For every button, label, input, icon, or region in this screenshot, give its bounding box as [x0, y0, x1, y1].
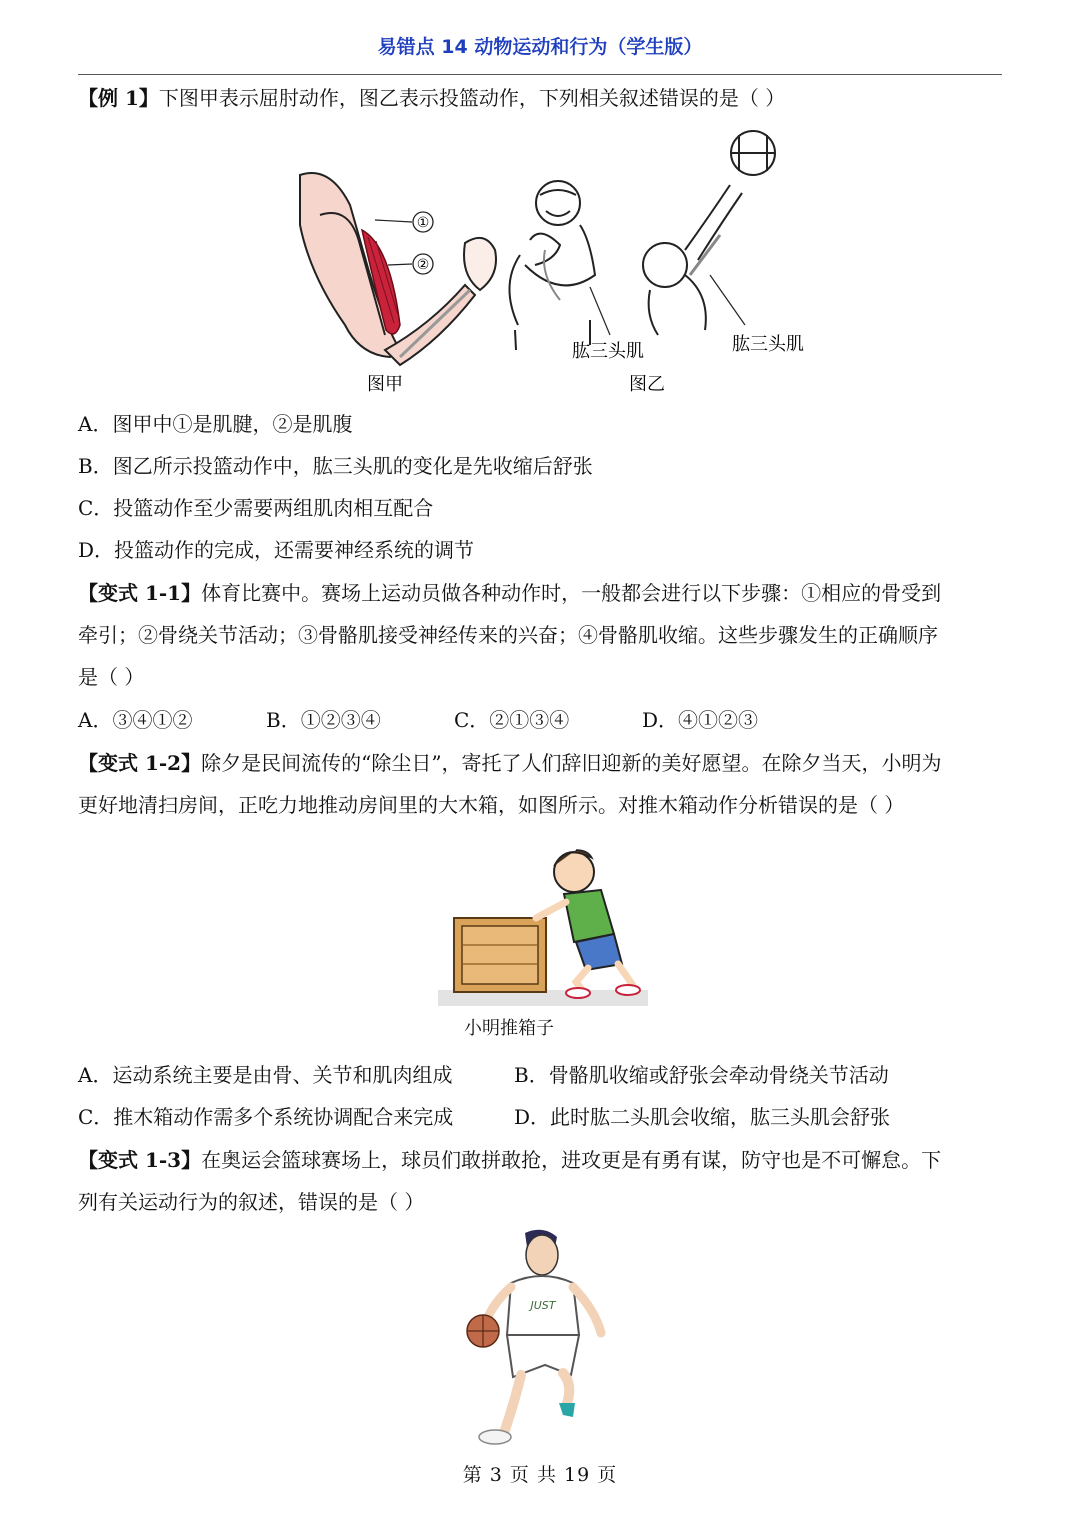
example1-stem: [78, 84, 785, 112]
variant1-3-line-2: 列有关运动行为的叙述，错误的是（ ）: [78, 1190, 425, 1214]
variant1-2-line-2: 更好地清扫房间，正吃力地推动房间里的大木箱，如图所示。对推木箱动作分析错误的是（ ）: [78, 793, 905, 817]
variant1-1-option-d: D．④①②③: [642, 708, 759, 732]
variant1-2-option-c: C．推木箱动作需多个系统协调配合来完成: [78, 1105, 454, 1129]
variant1-2-tag: 【变式 1-2】: [78, 751, 202, 775]
example1-tag: 【例 1】: [78, 86, 159, 110]
variant1-3-line-1: [78, 1146, 941, 1174]
triceps-label-right: 肱三头肌: [732, 334, 804, 355]
boy-pushing-box-figure: [436, 842, 651, 1007]
variant1-2-option-d: D．此时肱二头肌会收缩，肱三头肌会舒张: [514, 1105, 891, 1129]
variant1-2-text-1: 除夕是民间流传的“除尘日”，寄托了人们辞旧迎新的美好愿望。在除夕当天，小明为: [201, 751, 942, 775]
variant1-2-option-a: A．运动系统主要是由骨、关节和肌肉组成: [78, 1063, 453, 1087]
shirt-text: JUST: [530, 1299, 556, 1312]
example1-question: 下图甲表示屈肘动作，图乙表示投篮动作，下列相关叙述错误的是（ ）: [158, 86, 786, 110]
example1-option-c: C．投篮动作至少需要两组肌肉相互配合: [78, 496, 434, 520]
marker-1: ①: [416, 215, 430, 231]
variant1-2-option-b: B．骨骼肌收缩或舒张会牵动骨绕关节活动: [514, 1063, 889, 1087]
page-header: [78, 30, 1002, 75]
shooting-player-2: [643, 131, 775, 335]
boy-xiaoming: [536, 850, 640, 998]
variant1-3-text-1: 在奥运会篮球赛场上，球员们敢拼敢抢，进攻更是有勇有谋，防守也是不可懈怠。下: [201, 1148, 942, 1172]
variant1-1-option-c: C．②①③④: [454, 708, 570, 732]
triceps-label-left: 肱三头肌: [572, 341, 644, 362]
variant1-1-line-2: 牵引；②骨绕关节活动；③骨骼肌接受神经传来的兴奋；④骨骼肌收缩。这些步骤发生的正确顺序: [78, 623, 938, 647]
variant1-1-tag: 【变式 1-1】: [78, 581, 202, 605]
example1-option-a: A．图甲中①是肌腱，②是肌腹: [78, 412, 353, 436]
example1-figure: [290, 125, 820, 400]
variant1-2-line-1: [78, 749, 942, 777]
wooden-box: [454, 918, 546, 992]
flexed-arm-illustration: [300, 173, 496, 365]
page-footer: 第 3 页 共 19 页: [462, 1464, 618, 1486]
variant1-3-tag: 【变式 1-3】: [78, 1148, 202, 1172]
variant1-1-line-1: [78, 579, 941, 607]
figure-caption-box: 小明推箱子: [464, 1018, 554, 1039]
example1-option-d: D．投篮动作的完成，还需要神经系统的调节: [78, 538, 475, 562]
example1-option-b: B．图乙所示投篮动作中，肱三头肌的变化是先收缩后舒张: [78, 454, 593, 478]
variant1-1-option-b: B．①②③④: [266, 708, 381, 732]
figure-label-jia: 图甲: [367, 374, 403, 395]
basketball-player-figure: [455, 1225, 625, 1450]
variant1-1-line-3: 是（ ）: [78, 665, 145, 689]
variant1-1-option-a: A．③④①②: [78, 708, 193, 732]
shooting-player-1: [509, 181, 595, 350]
marker-2: ②: [416, 257, 430, 273]
figure-label-yi: 图乙: [629, 374, 665, 395]
page-title: 易错点 14 动物运动和行为（学生版）: [377, 36, 703, 58]
variant1-1-text-1: 体育比赛中。赛场上运动员做各种动作时，一般都会进行以下步骤：①相应的骨受到: [201, 581, 942, 605]
